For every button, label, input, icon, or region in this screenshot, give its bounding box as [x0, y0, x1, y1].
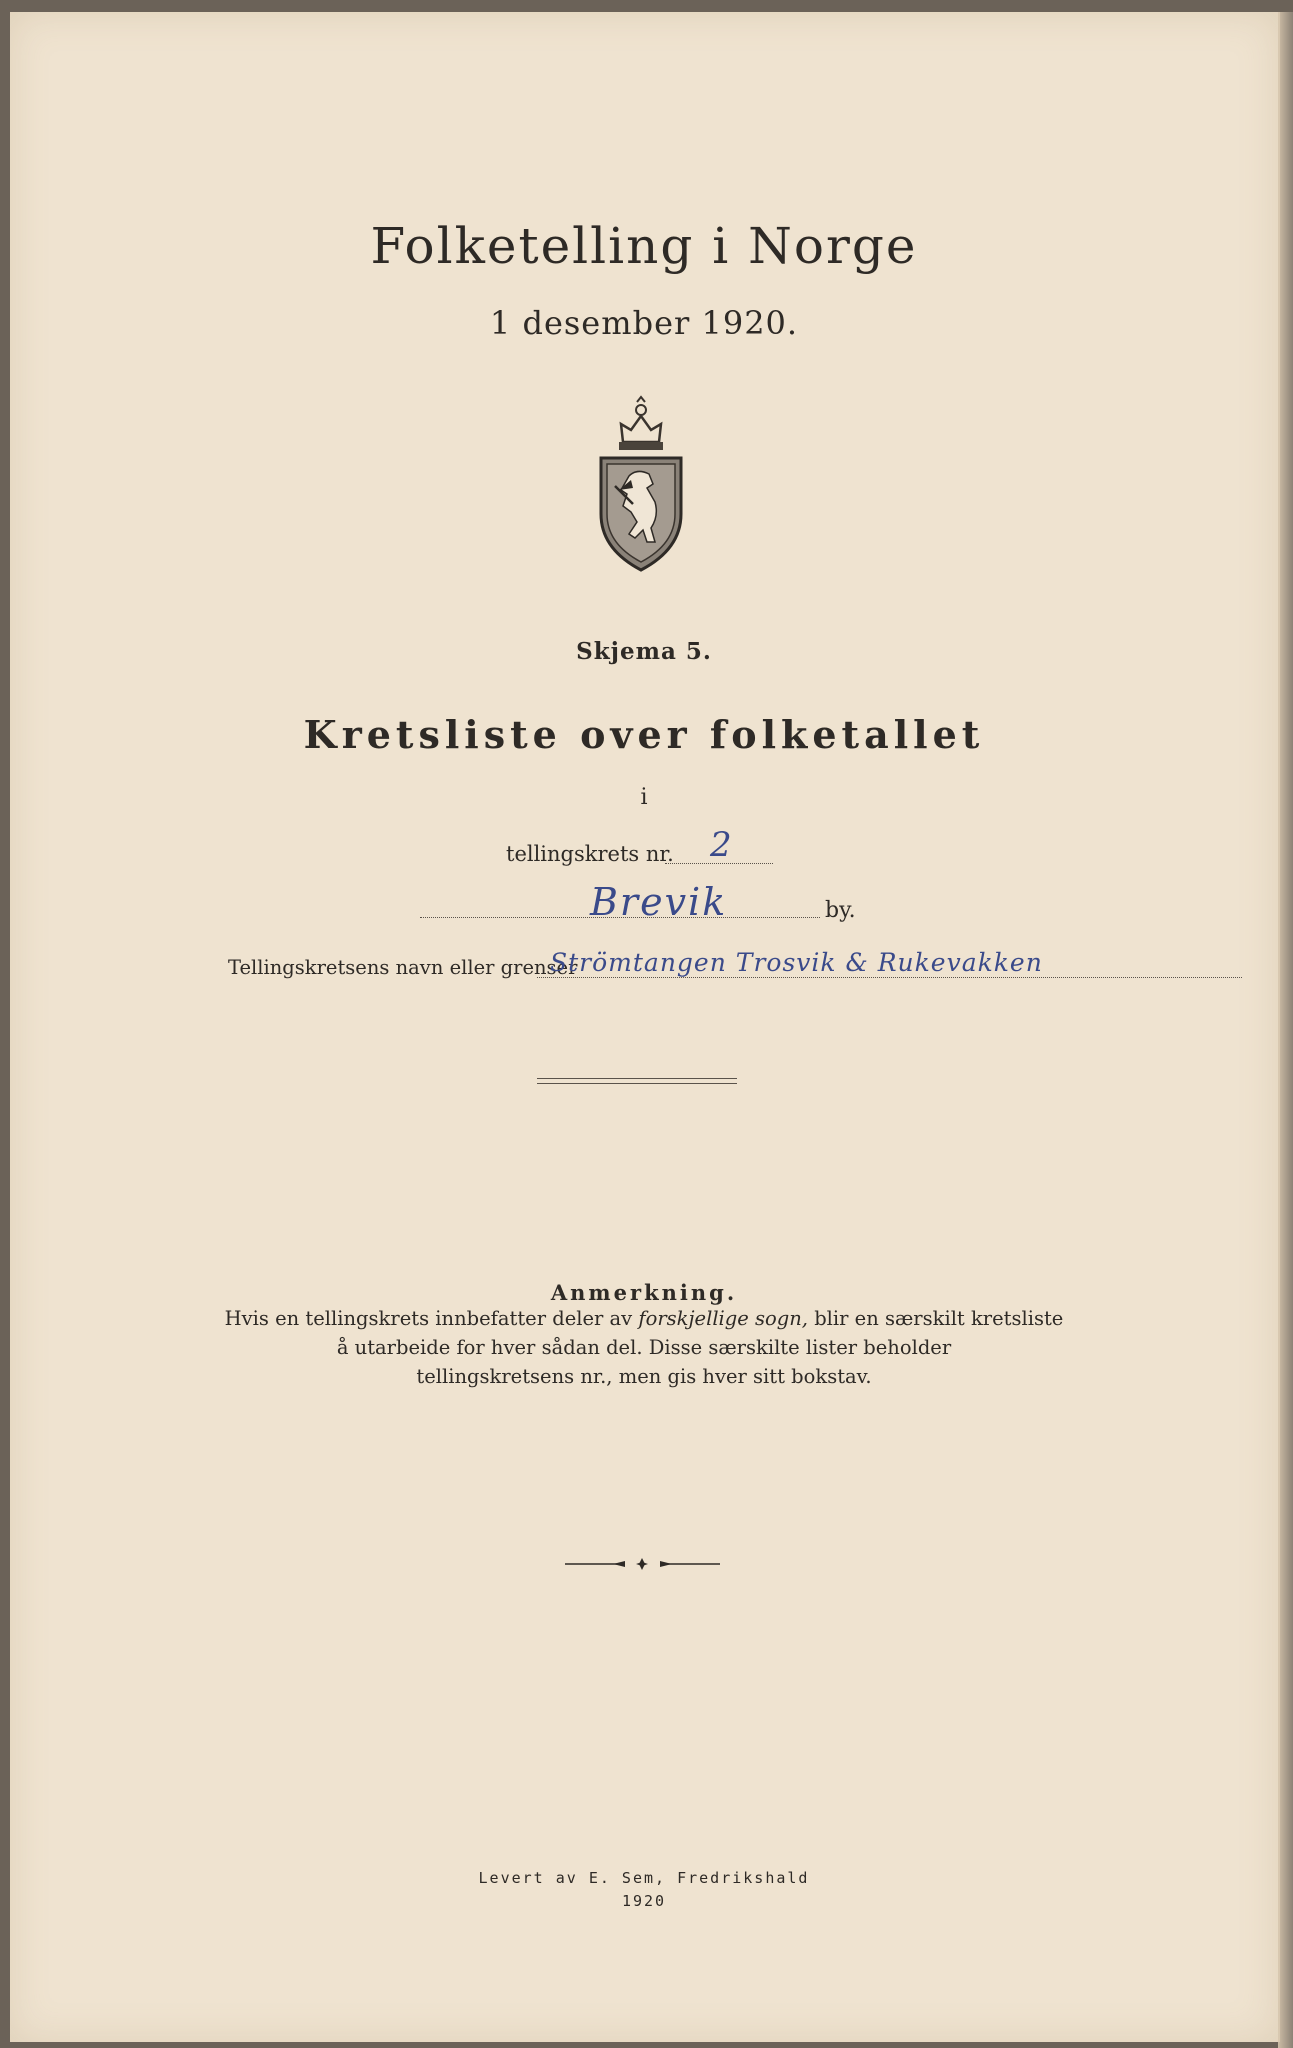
town-suffix-text: by. [825, 898, 856, 923]
district-number-value: 2 [710, 825, 732, 865]
note-line-2: å utarbeide for hver sådan del. Disse særskilte lister beholder [336, 1336, 952, 1359]
note-line-1 [10, 1304, 1278, 1333]
town-name-value: Brevik [590, 880, 728, 924]
printer-credit: Levert av E. Sem, Fredrikshald [478, 1869, 810, 1887]
form-heading: Kretsliste over folketallet [303, 712, 985, 757]
note-line-1-start: Hvis en tellingskrets innbefatter deler av [224, 1307, 639, 1330]
note-title: Anmerkning. [550, 1280, 738, 1305]
preposition-text: i [640, 785, 648, 810]
note-line-1-emphasis: forskjellige sogn, [638, 1307, 808, 1330]
print-year: 1920 [621, 1892, 667, 1910]
boundaries-field-line [537, 977, 1242, 978]
schema-label: Skjema 5. [576, 638, 712, 665]
census-date: 1 desember 1920. [489, 304, 799, 342]
page-title: Folketelling i Norge [370, 217, 918, 275]
boundaries-value: Strömtangen Trosvik & Rukevakken [550, 948, 1043, 977]
note-text [10, 1304, 1278, 1391]
district-number-label: tellingskrets nr. [506, 842, 674, 866]
page-edge [1278, 12, 1293, 2048]
norwegian-coat-of-arms-icon [593, 394, 689, 572]
divider-rule [537, 1083, 737, 1084]
note-line-3: tellingskretsens nr., men gis hver sitt bokstav. [416, 1365, 872, 1388]
boundaries-label: Tellingskretsens navn eller grenser [228, 956, 578, 979]
note-line-1-end: blir en særskilt kretsliste [808, 1307, 1064, 1330]
divider-rule [537, 1078, 737, 1079]
ornament-divider-icon [565, 1557, 720, 1571]
census-form-page [10, 12, 1280, 2042]
